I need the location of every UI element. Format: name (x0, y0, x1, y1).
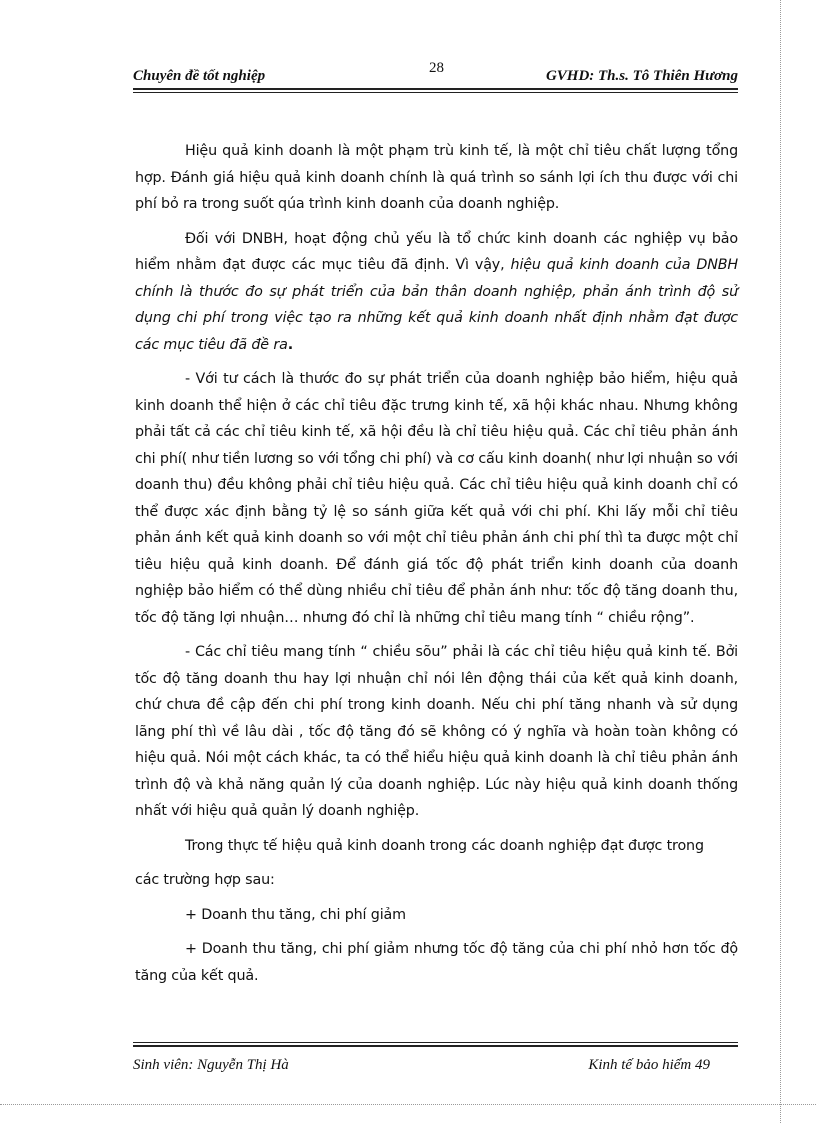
paragraph-dnbh-period: . (287, 336, 293, 353)
footer-rule-thin (133, 1042, 738, 1043)
paragraph-cases-intro: Trong thực tế hiệu quả kinh doanh trong các doanh nghiệp đạt được trong (185, 837, 704, 854)
page-border-bottom (0, 1104, 816, 1105)
paragraph-depth-indicators: - Các chỉ tiêu mang tính “ chiều sõu” phải là các chỉ tiêu hiệu quả kinh tế. Bởi tốc độ tăng doanh thu hay lợi nhuận chỉ nói lên động thái của kết quả kinh doanh, chứ chưa đề cập đến chi phí trong kinh doanh. Nếu chi phí tăng nhanh và sử dụng lãng phí thì về lâu dài , tốc độ tăng đó sẽ không có ý nghĩa và hoàn toàn không có hiệu quả. Nói một cách khác, ta có thể hiểu hiệu quả kinh doanh là chỉ tiêu phản ánh trình độ và khả năng quản lý của doanh nghiệp. Lúc này hiệu quả kinh doanh thống nhất với hiệu quả quản lý doanh nghiệp. (135, 644, 738, 819)
page-footer (133, 1042, 738, 1082)
header-rule-thin (133, 92, 738, 93)
page-number: 28 (429, 60, 444, 76)
list-item-case-2: + Doanh thu tăng, chi phí giảm nhưng tốc độ tăng của chi phí nhỏ hơn tốc độ tăng của kết quả. (135, 941, 738, 984)
paragraph-dnbh (135, 226, 738, 359)
paragraph-cases-intro-cont: các trường hợp sau: (135, 872, 275, 888)
header-title: Chuyên đề tốt nghiệp (133, 68, 266, 84)
list-item-case-1: + Doanh thu tăng, chi phí giảm (185, 906, 406, 923)
header-rule-thick (133, 88, 738, 90)
page-border-right (780, 0, 781, 1123)
paragraph-indicators: - Với tư cách là thước đo sự phát triển của doanh nghiệp bảo hiểm, hiệu quả kinh doanh thể hiện ở các chỉ tiêu đặc trưng kinh tế, xã hội khác nhau. Nhưng không phải tất cả các chỉ tiêu kinh tế, xã hội đều là chỉ tiêu hiệu quả. Các chỉ tiêu phản ánh chi phí( như tiền lương so với tổng chi phí) và cơ cấu kinh doanh( như lợi nhuận so với doanh thu) đều không phải chỉ tiêu hiệu quả. Các chỉ tiêu hiệu quả kinh doanh chỉ có thể được xác định bằng tỷ lệ so sánh giữa kết quả với chi phí. Khi lấy mỗi chỉ tiêu phản ánh kết quả kinh doanh so với một chỉ tiêu phản ánh chi phí thì ta được một chỉ tiêu hiệu quả kinh doanh. Để đánh giá tốc độ phát triển kinh doanh của doanh nghiệp bảo hiểm có thể dùng nhiều chỉ tiêu để phản ánh như: tốc độ tăng doanh thu, tốc độ tăng lợi nhuận… nhưng đó chỉ là những chỉ tiêu mang tính “ chiều rộng”. (135, 371, 738, 626)
paragraph-dnbh-text: Đối với DNBH, hoạt động chủ yếu là tổ chức kinh doanh các nghiệp vụ bảo hiểm nhằm đạt được các mục tiêu đã định. Vì vậy, (135, 230, 738, 273)
header-supervisor: GVHD: Th.s. Tô Thiên Hương (545, 68, 738, 84)
paragraph-dnbh-emphasis: hiệu quả kinh doanh của DNBH chính là thước đo sự phát triển của bản thân doanh nghiệp, phản ánh trình độ sử dụng chi phí trong việc tạo ra những kết quả kinh doanh nhất định nhằm đạt được các mục tiêu đã đề ra (135, 257, 738, 353)
footer-student: Sinh viên: Nguyễn Thị Hà (133, 1057, 289, 1073)
page-body (135, 138, 738, 997)
page-header (133, 60, 738, 94)
footer-class: Kinh tế bảo hiểm 49 (588, 1057, 710, 1073)
paragraph-definition: Hiệu quả kinh doanh là một phạm trù kinh tế, là một chỉ tiêu chất lượng tổng hợp. Đánh giá hiệu quả kinh doanh chính là quá trình so sánh lợi ích thu được với chi phí bỏ ra trong suốt qúa trình kinh doanh của doanh nghiệp. (135, 143, 738, 212)
footer-rule-thick (133, 1045, 738, 1047)
